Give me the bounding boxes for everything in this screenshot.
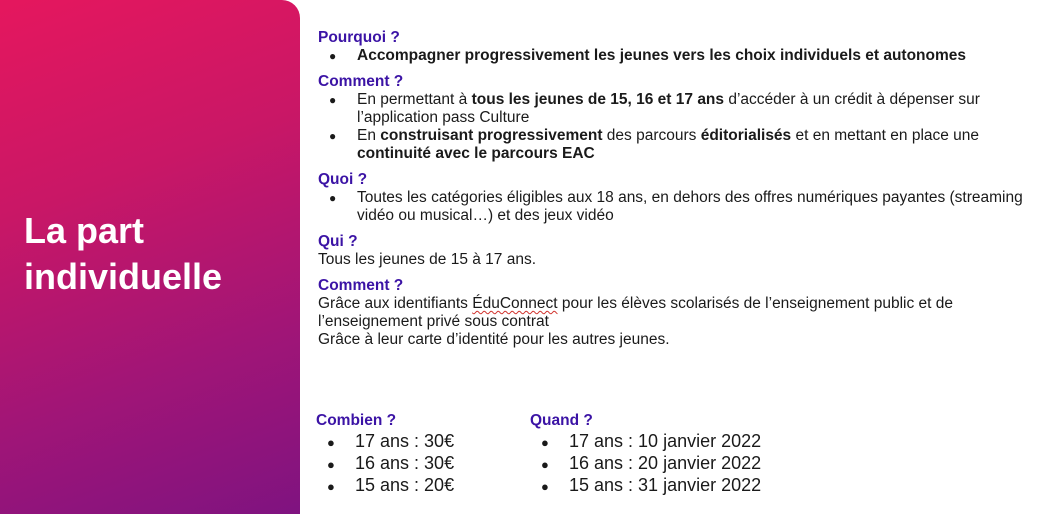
list-item [318, 91, 1033, 127]
bullet-list [318, 47, 1033, 65]
panel-title-line1: La part [24, 210, 145, 251]
list-item: ● Toutes les catégories éligibles aux 18 ans, en dehors des offres numériques payantes (streaming vidéo ou musical…) et des jeux vidéo [318, 189, 1033, 225]
left-panel [0, 0, 300, 514]
list-item: ● 15 ans : 20€ [316, 474, 454, 496]
comment-2-line2: Grâce à leur carte d’identité pour les autres jeunes. [318, 331, 670, 348]
list-item: ● Accompagner progressivement les jeunes vers les choix individuels et autonomes [318, 47, 1033, 65]
bold-span: continuité avec le parcours EAC [357, 145, 595, 162]
text-span: En [357, 127, 381, 144]
heading-comment: Comment ? [318, 73, 404, 90]
heading-quand: Quand ? [530, 412, 593, 429]
list-item: ● 16 ans : 20 janvier 2022 [530, 452, 761, 474]
section-pourquoi [318, 29, 1033, 65]
panel-title-line2: individuelle [24, 256, 223, 297]
bullet-list [318, 91, 1033, 163]
heading-quoi: Quoi ? [318, 171, 368, 188]
section-qui [318, 233, 1033, 269]
text-span: En permettant à [357, 91, 472, 108]
text-span: et en mettant en place une [791, 127, 980, 144]
quand-list [530, 430, 761, 496]
text-span: Grâce aux identifiants [318, 295, 473, 312]
panel-title [24, 208, 294, 300]
bold-span: construisant progressivement [380, 127, 603, 144]
heading-combien: Combien ? [316, 412, 397, 429]
heading-comment-2: Comment ? [318, 277, 404, 294]
section-comment-2 [318, 277, 1033, 349]
list-item: ● 15 ans : 31 janvier 2022 [530, 474, 761, 496]
list-item: ● 17 ans : 30€ [316, 430, 454, 452]
educonnect-text: ÉduConnect [472, 295, 558, 312]
section-comment [318, 73, 1033, 163]
qui-text: Tous les jeunes de 15 à 17 ans. [318, 251, 537, 268]
text-span: pour les élèves scolarisés de l’enseignement public et de l’enseignement privé sous contrat [318, 295, 954, 330]
heading-pourquoi: Pourquoi ? [318, 29, 400, 46]
combien-list [316, 430, 454, 496]
column-combien [316, 412, 454, 496]
bold-span: tous les jeunes de 15, 16 et 17 ans [471, 91, 725, 108]
text-span: d’accéder à un crédit à dépenser sur l’application pass Culture [357, 91, 980, 126]
comment-2-line1 [318, 295, 1033, 331]
list-item: ● 17 ans : 10 janvier 2022 [530, 430, 761, 452]
list-item [318, 127, 1033, 163]
heading-qui: Qui ? [318, 233, 358, 250]
content-area [318, 29, 1033, 357]
text-span: des parcours [602, 127, 701, 144]
bullet-list [318, 189, 1033, 225]
column-quand [530, 412, 761, 496]
list-item: ● 16 ans : 30€ [316, 452, 454, 474]
section-quoi [318, 171, 1033, 225]
bold-span: éditorialisés [700, 127, 792, 144]
